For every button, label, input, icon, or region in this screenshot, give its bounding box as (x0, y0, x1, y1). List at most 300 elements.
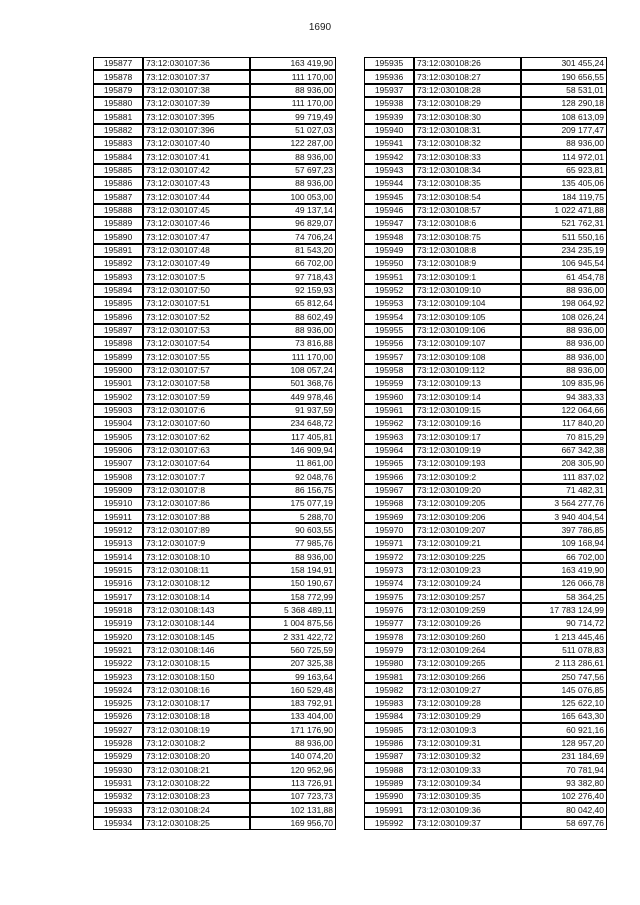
table-row (93, 337, 336, 350)
table-cell-id: 195984 (364, 710, 414, 723)
table-row (93, 230, 336, 243)
table-cell-cadastral-number: 73:12:030109:265 (414, 657, 521, 670)
table-cell-value: 65 923,81 (521, 164, 607, 177)
table-cell-cadastral-number: 73:12:030109:104 (414, 297, 521, 310)
table-cell-cadastral-number: 73:12:030108:35 (414, 177, 521, 190)
table-cell-cadastral-number: 73:12:030107:41 (143, 150, 250, 163)
table-cell-cadastral-number: 73:12:030108:25 (143, 817, 250, 830)
table-row (93, 324, 336, 337)
table-cell-id: 195888 (93, 204, 143, 217)
table-cell-value: 175 077,19 (250, 497, 336, 510)
table-cell-cadastral-number: 73:12:030108:145 (143, 630, 250, 643)
table-row (93, 124, 336, 137)
table-cell-value: 113 726,91 (250, 777, 336, 790)
table-row (93, 697, 336, 710)
table-row (364, 364, 607, 377)
table-cell-id: 195937 (364, 84, 414, 97)
table-cell-value: 90 603,55 (250, 523, 336, 536)
table-cell-id: 195959 (364, 377, 414, 390)
table-cell-value: 209 177,47 (521, 124, 607, 137)
table-cell-id: 195906 (93, 444, 143, 457)
table-row (364, 417, 607, 430)
table-cell-value: 111 170,00 (250, 70, 336, 83)
table-cell-value: 2 113 286,61 (521, 657, 607, 670)
table-row (364, 204, 607, 217)
table-row (93, 390, 336, 403)
table-row (93, 550, 336, 563)
table-cell-value: 5 288,70 (250, 510, 336, 523)
table-cell-value: 58 364,25 (521, 590, 607, 603)
table-cell-value: 99 163,64 (250, 670, 336, 683)
table-cell-cadastral-number: 73:12:030108:11 (143, 563, 250, 576)
table-cell-id: 195968 (364, 497, 414, 510)
table-row (93, 417, 336, 430)
table-cell-value: 208 305,90 (521, 457, 607, 470)
table-cell-value: 88 936,00 (521, 324, 607, 337)
table-cell-id: 195952 (364, 284, 414, 297)
table-cell-cadastral-number: 73:12:030107:5 (143, 270, 250, 283)
table-row (364, 630, 607, 643)
table-cell-id: 195936 (364, 70, 414, 83)
table-row (93, 470, 336, 483)
table-cell-cadastral-number: 73:12:030108:10 (143, 550, 250, 563)
table-cell-cadastral-number: 73:12:030109:257 (414, 590, 521, 603)
table-cell-value: 165 643,30 (521, 710, 607, 723)
table-row (364, 284, 607, 297)
table-cell-cadastral-number: 73:12:030109:15 (414, 404, 521, 417)
table-cell-value: 5 368 489,11 (250, 603, 336, 616)
table-cell-value: 198 064,92 (521, 297, 607, 310)
table-cell-cadastral-number: 73:12:030109:36 (414, 803, 521, 816)
table-cell-id: 195883 (93, 137, 143, 150)
table-cell-id: 195907 (93, 457, 143, 470)
table-cell-value: 397 786,85 (521, 523, 607, 536)
table-cell-id: 195897 (93, 324, 143, 337)
table-cell-id: 195896 (93, 310, 143, 323)
table-cell-id: 195940 (364, 124, 414, 137)
table-row (364, 404, 607, 417)
table-cell-cadastral-number: 73:12:030108:17 (143, 697, 250, 710)
table-cell-id: 195904 (93, 417, 143, 430)
table-cell-cadastral-number: 73:12:030109:20 (414, 484, 521, 497)
table-cell-value: 86 156,75 (250, 484, 336, 497)
table-row (93, 497, 336, 510)
table-cell-id: 195970 (364, 523, 414, 536)
table-cell-value: 560 725,59 (250, 643, 336, 656)
table-cell-value: 111 837,02 (521, 470, 607, 483)
table-row (364, 457, 607, 470)
table-row (364, 790, 607, 803)
table-row (93, 563, 336, 576)
table-cell-id: 195947 (364, 217, 414, 230)
table-cell-cadastral-number: 73:12:030107:46 (143, 217, 250, 230)
table-cell-cadastral-number: 73:12:030109:14 (414, 390, 521, 403)
table-cell-id: 195886 (93, 177, 143, 190)
table-cell-value: 108 613,09 (521, 110, 607, 123)
table-cell-id: 195976 (364, 603, 414, 616)
table-cell-value: 97 718,43 (250, 270, 336, 283)
table-cell-id: 195910 (93, 497, 143, 510)
table-cell-cadastral-number: 73:12:030109:24 (414, 577, 521, 590)
table-cell-id: 195977 (364, 617, 414, 630)
table-cell-cadastral-number: 73:12:030109:37 (414, 817, 521, 830)
table-cell-cadastral-number: 73:12:030107:9 (143, 537, 250, 550)
table-cell-id: 195985 (364, 723, 414, 736)
table-cell-cadastral-number: 73:12:030107:8 (143, 484, 250, 497)
table-row (364, 217, 607, 230)
table-cell-cadastral-number: 73:12:030109:32 (414, 750, 521, 763)
table-cell-value: 117 405,81 (250, 430, 336, 443)
table-cell-cadastral-number: 73:12:030108:8 (414, 244, 521, 257)
table-cell-cadastral-number: 73:12:030107:64 (143, 457, 250, 470)
table-cell-value: 117 840,20 (521, 417, 607, 430)
table-cell-id: 195960 (364, 390, 414, 403)
table-row (364, 324, 607, 337)
table-cell-value: 73 816,88 (250, 337, 336, 350)
table-row (93, 364, 336, 377)
table-row (364, 683, 607, 696)
page-number: 1690 (308, 22, 332, 33)
table-cell-id: 195902 (93, 390, 143, 403)
table-cell-value: 2 331 422,72 (250, 630, 336, 643)
table-cell-id: 195981 (364, 670, 414, 683)
table-cell-id: 195932 (93, 790, 143, 803)
table-cell-id: 195916 (93, 577, 143, 590)
table-cell-value: 511 550,16 (521, 230, 607, 243)
table-cell-id: 195986 (364, 737, 414, 750)
table-row (93, 537, 336, 550)
table-row (93, 803, 336, 816)
table-cell-value: 88 936,00 (521, 337, 607, 350)
table-cell-value: 234 648,72 (250, 417, 336, 430)
table-cell-id: 195923 (93, 670, 143, 683)
table-cell-value: 77 985,76 (250, 537, 336, 550)
table-row (364, 497, 607, 510)
right-table-body (364, 57, 607, 830)
table-cell-cadastral-number: 73:12:030108:150 (143, 670, 250, 683)
table-cell-cadastral-number: 73:12:030109:3 (414, 723, 521, 736)
table-cell-cadastral-number: 73:12:030109:16 (414, 417, 521, 430)
table-cell-cadastral-number: 73:12:030108:32 (414, 137, 521, 150)
table-cell-id: 195969 (364, 510, 414, 523)
table-cell-id: 195949 (364, 244, 414, 257)
table-row (93, 97, 336, 110)
table-cell-id: 195989 (364, 777, 414, 790)
table-cell-cadastral-number: 73:12:030108:143 (143, 603, 250, 616)
table-cell-value: 3 564 277,76 (521, 497, 607, 510)
table-row (93, 750, 336, 763)
table-cell-cadastral-number: 73:12:030109:17 (414, 430, 521, 443)
table-cell-cadastral-number: 73:12:030108:30 (414, 110, 521, 123)
table-cell-value: 160 529,48 (250, 683, 336, 696)
table-cell-value: 184 119,75 (521, 190, 607, 203)
left-table-body (93, 57, 336, 830)
table-cell-id: 195958 (364, 364, 414, 377)
table-cell-value: 667 342,38 (521, 444, 607, 457)
table-row (93, 817, 336, 830)
table-cell-value: 90 714,72 (521, 617, 607, 630)
table-cell-id: 195946 (364, 204, 414, 217)
table-cell-id: 195933 (93, 803, 143, 816)
table-cell-cadastral-number: 73:12:030107:51 (143, 297, 250, 310)
table-cell-cadastral-number: 73:12:030109:107 (414, 337, 521, 350)
table-cell-cadastral-number: 73:12:030107:57 (143, 364, 250, 377)
table-cell-value: 88 936,00 (250, 84, 336, 97)
table-cell-cadastral-number: 73:12:030109:225 (414, 550, 521, 563)
table-cell-value: 51 027,03 (250, 124, 336, 137)
table-row (93, 710, 336, 723)
table-cell-cadastral-number: 73:12:030108:57 (414, 204, 521, 217)
table-cell-id: 195929 (93, 750, 143, 763)
table-row (364, 97, 607, 110)
table-cell-value: 74 706,24 (250, 230, 336, 243)
table-cell-value: 100 053,00 (250, 190, 336, 203)
table-row (93, 70, 336, 83)
table-cell-id: 195899 (93, 350, 143, 363)
table-cell-cadastral-number: 73:12:030109:28 (414, 697, 521, 710)
table-row (364, 763, 607, 776)
table-cell-cadastral-number: 73:12:030107:88 (143, 510, 250, 523)
table-row (93, 284, 336, 297)
table-cell-value: 92 048,76 (250, 470, 336, 483)
table-cell-id: 195965 (364, 457, 414, 470)
table-cell-value: 93 382,80 (521, 777, 607, 790)
table-cell-cadastral-number: 73:12:030109:108 (414, 350, 521, 363)
table-row (93, 603, 336, 616)
table-cell-id: 195973 (364, 563, 414, 576)
table-cell-id: 195892 (93, 257, 143, 270)
table-cell-cadastral-number: 73:12:030107:42 (143, 164, 250, 177)
table-cell-value: 71 482,31 (521, 484, 607, 497)
table-cell-cadastral-number: 73:12:030108:16 (143, 683, 250, 696)
table-row (93, 617, 336, 630)
table-cell-id: 195925 (93, 697, 143, 710)
left-data-table (93, 57, 336, 830)
table-cell-id: 195967 (364, 484, 414, 497)
table-cell-value: 88 936,00 (250, 550, 336, 563)
table-row (364, 430, 607, 443)
table-cell-id: 195982 (364, 683, 414, 696)
table-row (364, 377, 607, 390)
right-data-table (364, 57, 607, 830)
table-cell-cadastral-number: 73:12:030109:19 (414, 444, 521, 457)
table-cell-id: 195978 (364, 630, 414, 643)
table-row (364, 750, 607, 763)
table-row (93, 190, 336, 203)
table-cell-value: 122 287,00 (250, 137, 336, 150)
table-row (93, 257, 336, 270)
table-cell-value: 158 194,91 (250, 563, 336, 576)
table-cell-id: 195895 (93, 297, 143, 310)
table-cell-value: 120 952,96 (250, 763, 336, 776)
table-cell-value: 88 936,00 (250, 737, 336, 750)
table-cell-id: 195964 (364, 444, 414, 457)
table-row (93, 204, 336, 217)
table-cell-value: 163 419,90 (521, 563, 607, 576)
table-row (364, 550, 607, 563)
table-cell-cadastral-number: 73:12:030107:37 (143, 70, 250, 83)
table-row (364, 177, 607, 190)
table-cell-id: 195951 (364, 270, 414, 283)
table-cell-value: 250 747,56 (521, 670, 607, 683)
table-cell-cadastral-number: 73:12:030109:266 (414, 670, 521, 683)
table-cell-cadastral-number: 73:12:030108:20 (143, 750, 250, 763)
table-cell-value: 158 772,99 (250, 590, 336, 603)
table-cell-id: 195908 (93, 470, 143, 483)
table-cell-id: 195889 (93, 217, 143, 230)
table-row (364, 510, 607, 523)
table-row (364, 137, 607, 150)
table-cell-value: 125 622,10 (521, 697, 607, 710)
table-row (93, 84, 336, 97)
table-row (364, 484, 607, 497)
table-cell-value: 301 455,24 (521, 57, 607, 70)
table-row (364, 777, 607, 790)
table-cell-value: 169 956,70 (250, 817, 336, 830)
table-cell-value: 108 026,24 (521, 310, 607, 323)
table-cell-value: 1 022 471,88 (521, 204, 607, 217)
table-cell-cadastral-number: 73:12:030107:49 (143, 257, 250, 270)
table-cell-id: 195934 (93, 817, 143, 830)
table-row (93, 630, 336, 643)
table-row (364, 124, 607, 137)
table-cell-cadastral-number: 73:12:030108:54 (414, 190, 521, 203)
table-row (93, 377, 336, 390)
table-row (364, 84, 607, 97)
table-cell-id: 195912 (93, 523, 143, 536)
table-cell-id: 195992 (364, 817, 414, 830)
table-cell-id: 195890 (93, 230, 143, 243)
table-row (364, 164, 607, 177)
table-row (364, 297, 607, 310)
table-cell-value: 111 170,00 (250, 97, 336, 110)
table-row (364, 190, 607, 203)
table-cell-cadastral-number: 73:12:030108:26 (414, 57, 521, 70)
table-cell-id: 195921 (93, 643, 143, 656)
table-cell-id: 195909 (93, 484, 143, 497)
table-cell-value: 88 602,49 (250, 310, 336, 323)
table-cell-value: 80 042,40 (521, 803, 607, 816)
table-cell-id: 195955 (364, 324, 414, 337)
table-cell-value: 106 945,54 (521, 257, 607, 270)
table-cell-value: 109 168,94 (521, 537, 607, 550)
table-cell-id: 195915 (93, 563, 143, 576)
table-cell-id: 195987 (364, 750, 414, 763)
table-cell-id: 195913 (93, 537, 143, 550)
table-cell-id: 195939 (364, 110, 414, 123)
table-cell-value: 111 170,00 (250, 350, 336, 363)
table-cell-id: 195950 (364, 257, 414, 270)
table-cell-value: 88 936,00 (521, 364, 607, 377)
table-cell-id: 195930 (93, 763, 143, 776)
table-row (93, 310, 336, 323)
table-row (93, 177, 336, 190)
table-cell-cadastral-number: 73:12:030108:24 (143, 803, 250, 816)
table-cell-value: 88 936,00 (250, 150, 336, 163)
table-cell-id: 195935 (364, 57, 414, 70)
table-cell-value: 61 454,78 (521, 270, 607, 283)
table-cell-cadastral-number: 73:12:030109:259 (414, 603, 521, 616)
table-cell-cadastral-number: 73:12:030109:27 (414, 683, 521, 696)
table-cell-id: 195957 (364, 350, 414, 363)
tables-container (93, 57, 607, 830)
table-cell-cadastral-number: 73:12:030108:19 (143, 723, 250, 736)
table-cell-id: 195938 (364, 97, 414, 110)
table-cell-id: 195944 (364, 177, 414, 190)
table-cell-cadastral-number: 73:12:030109:112 (414, 364, 521, 377)
table-row (364, 70, 607, 83)
table-cell-id: 195918 (93, 603, 143, 616)
table-cell-value: 3 940 404,54 (521, 510, 607, 523)
table-row (93, 444, 336, 457)
table-cell-value: 511 078,83 (521, 643, 607, 656)
table-cell-cadastral-number: 73:12:030108:31 (414, 124, 521, 137)
table-row (364, 270, 607, 283)
table-cell-id: 195963 (364, 430, 414, 443)
table-cell-id: 195877 (93, 57, 143, 70)
table-cell-cadastral-number: 73:12:030108:22 (143, 777, 250, 790)
table-cell-value: 133 404,00 (250, 710, 336, 723)
table-cell-id: 195900 (93, 364, 143, 377)
table-row (93, 683, 336, 696)
table-cell-id: 195922 (93, 657, 143, 670)
table-row (93, 510, 336, 523)
table-row (364, 603, 607, 616)
table-cell-value: 234 235,19 (521, 244, 607, 257)
table-cell-value: 60 921,16 (521, 723, 607, 736)
table-row (364, 670, 607, 683)
table-cell-value: 102 131,88 (250, 803, 336, 816)
table-cell-id: 195931 (93, 777, 143, 790)
table-cell-id: 195927 (93, 723, 143, 736)
table-cell-cadastral-number: 73:12:030109:33 (414, 763, 521, 776)
table-cell-cadastral-number: 73:12:030108:15 (143, 657, 250, 670)
table-cell-cadastral-number: 73:12:030108:6 (414, 217, 521, 230)
table-cell-value: 70 815,29 (521, 430, 607, 443)
table-cell-value: 231 184,69 (521, 750, 607, 763)
table-cell-cadastral-number: 73:12:030107:43 (143, 177, 250, 190)
table-cell-value: 70 781,94 (521, 763, 607, 776)
table-cell-cadastral-number: 73:12:030108:12 (143, 577, 250, 590)
table-cell-value: 11 861,00 (250, 457, 336, 470)
table-row (93, 577, 336, 590)
table-cell-cadastral-number: 73:12:030109:35 (414, 790, 521, 803)
table-cell-id: 195979 (364, 643, 414, 656)
table-row (364, 257, 607, 270)
table-row (364, 737, 607, 750)
table-cell-id: 195948 (364, 230, 414, 243)
table-cell-id: 195901 (93, 377, 143, 390)
table-cell-id: 195920 (93, 630, 143, 643)
table-row (364, 803, 607, 816)
table-cell-cadastral-number: 73:12:030108:28 (414, 84, 521, 97)
table-cell-value: 128 290,18 (521, 97, 607, 110)
table-row (364, 390, 607, 403)
table-row (364, 643, 607, 656)
table-row (364, 617, 607, 630)
table-row (93, 270, 336, 283)
table-cell-cadastral-number: 73:12:030107:55 (143, 350, 250, 363)
table-cell-id: 195891 (93, 244, 143, 257)
table-row (93, 350, 336, 363)
table-row (93, 723, 336, 736)
table-cell-cadastral-number: 73:12:030109:10 (414, 284, 521, 297)
table-cell-value: 88 936,00 (521, 137, 607, 150)
table-row (93, 590, 336, 603)
table-cell-value: 17 783 124,99 (521, 603, 607, 616)
table-row (93, 643, 336, 656)
table-cell-cadastral-number: 73:12:030108:29 (414, 97, 521, 110)
